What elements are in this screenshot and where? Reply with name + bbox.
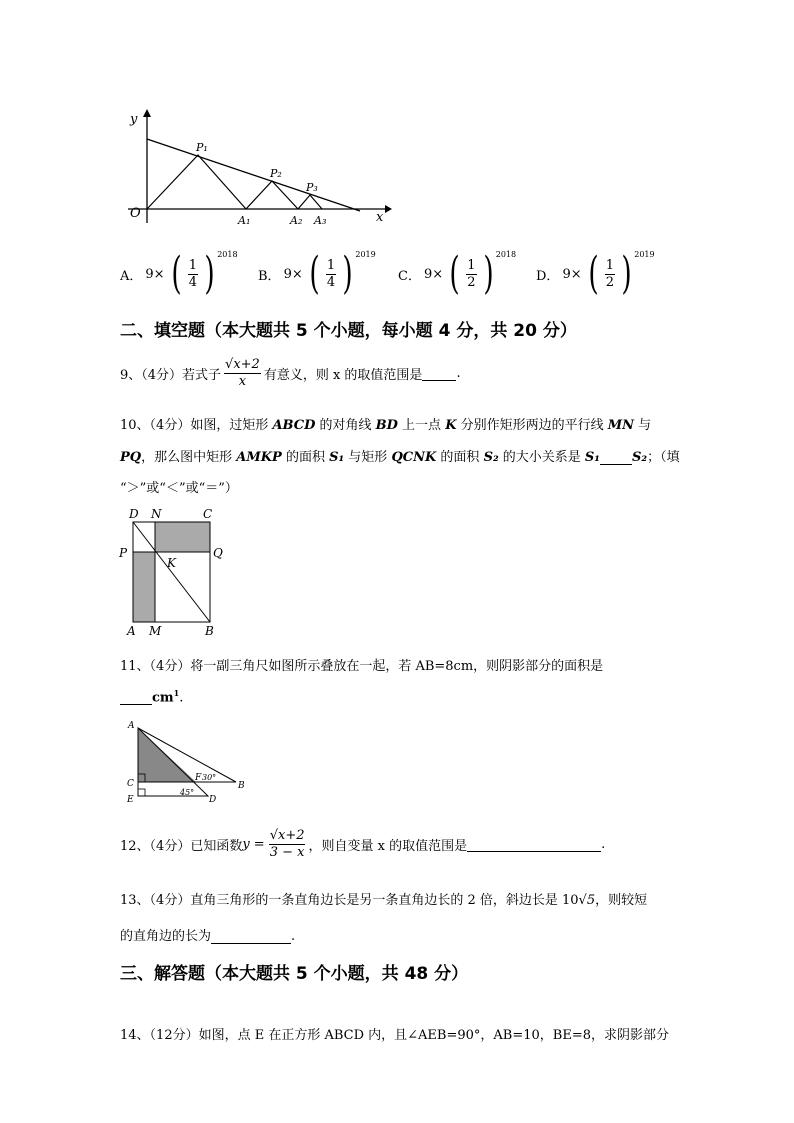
label-f: F bbox=[195, 773, 202, 783]
option-d[interactable]: D． 9× ( $\frac{1}{2}$ ) 2019 bbox=[536, 248, 655, 299]
label-p: P bbox=[119, 546, 128, 560]
label-m: M bbox=[149, 624, 162, 638]
label-d: D bbox=[129, 507, 139, 521]
question-13-line1: 13、（4分）直角三角形的一条直角边长是另一条直角边长的 2 倍，斜边长是 10√5，则较短 bbox=[120, 893, 648, 908]
label-30deg: 30° bbox=[202, 773, 217, 782]
label-d: D bbox=[209, 795, 217, 805]
option-c[interactable]: C． 9× ( $\frac{1}{2}$ ) 2018 bbox=[398, 248, 517, 299]
label-a: A bbox=[128, 721, 135, 731]
q10-answer-blank[interactable] bbox=[600, 450, 632, 465]
label-k: K bbox=[167, 556, 176, 570]
question-11-line1: 11、（4分）将一副三角尺如图所示叠放在一起，若 AB=8cm，则阴影部分的面积是 bbox=[120, 659, 604, 674]
label-a1: A₁ bbox=[238, 214, 251, 227]
label-b: B bbox=[205, 624, 214, 638]
question-10-line2: PQ，那么图中矩形 AMKP 的面积 S₁ 与矩形 QCNK 的面积 S₂ 的大小关系是 S₁ S₂；（填 bbox=[120, 450, 680, 465]
label-p1: P₁ bbox=[196, 141, 208, 154]
y-axis-arrow-icon bbox=[143, 109, 151, 117]
option-a[interactable]: A． 9× ( $\frac{1}{4}$ ) 2018 bbox=[120, 248, 238, 299]
triangle-p1 bbox=[147, 155, 246, 209]
triangle-p2 bbox=[246, 181, 298, 209]
shaded-rect-qcnk bbox=[155, 522, 210, 552]
question-14-line1: 14、（12分）如图，点 E 在正方形 ABCD 内，且∠AEB=90°，AB=10，BE=8，求阴影部分 bbox=[120, 1028, 669, 1043]
question-12: 12、（4分）已知函数 y = $\frac{√x+2}{3 - x}$ ，则自变量 x 的取值范围是 . bbox=[120, 828, 606, 860]
label-p3: P₃ bbox=[306, 181, 318, 194]
section2-title: 二、填空题（本大题共 5 个小题，每小题 4 分，共 20 分） bbox=[120, 321, 577, 341]
label-o: O bbox=[130, 206, 141, 221]
section3-title: 三、解答题（本大题共 5 个小题，共 48 分） bbox=[120, 964, 469, 984]
label-x: x bbox=[376, 210, 384, 225]
label-a: A bbox=[127, 624, 136, 638]
label-y: y bbox=[130, 112, 138, 127]
label-q: Q bbox=[213, 546, 223, 560]
label-n: N bbox=[151, 507, 162, 521]
question-10-line3: “＞”或“＜”或“＝”） bbox=[120, 481, 238, 496]
q11-figure bbox=[120, 718, 255, 808]
shaded-rect-amkp bbox=[133, 552, 155, 622]
option-b[interactable]: B． 9× ( $\frac{1}{4}$ ) 2019 bbox=[258, 248, 376, 299]
label-c: C bbox=[203, 507, 213, 521]
label-45deg: 45° bbox=[180, 788, 195, 797]
right-angle-e bbox=[138, 789, 145, 796]
question-11-line2: $cm^1$. bbox=[120, 688, 183, 705]
q10-figure bbox=[115, 505, 235, 640]
question-13-line2: 的直角边的长为 . bbox=[120, 929, 296, 944]
q8-figure bbox=[120, 105, 400, 230]
q11-answer-blank[interactable] bbox=[120, 690, 152, 705]
label-b: B bbox=[238, 781, 245, 791]
label-c: C bbox=[127, 779, 134, 789]
q12-answer-blank[interactable] bbox=[467, 837, 601, 852]
label-a3: A₃ bbox=[314, 214, 327, 227]
q9-answer-blank[interactable] bbox=[422, 366, 456, 381]
label-p2: P₂ bbox=[270, 167, 282, 180]
question-9: 9、（4分）若式子 $\frac{√x+2}{x}$ 有意义，则 x 的取值范围是 . bbox=[120, 357, 461, 389]
question-10-line1: 10、（4分）如图，过矩形 ABCD 的对角线 BD 上一点 K 分别作矩形两边的平行线 MN 与 bbox=[120, 418, 652, 433]
label-a2: A₂ bbox=[290, 214, 303, 227]
x-axis-arrow-icon bbox=[385, 205, 392, 213]
label-e: E bbox=[127, 795, 134, 805]
q13-answer-blank[interactable] bbox=[211, 929, 291, 944]
